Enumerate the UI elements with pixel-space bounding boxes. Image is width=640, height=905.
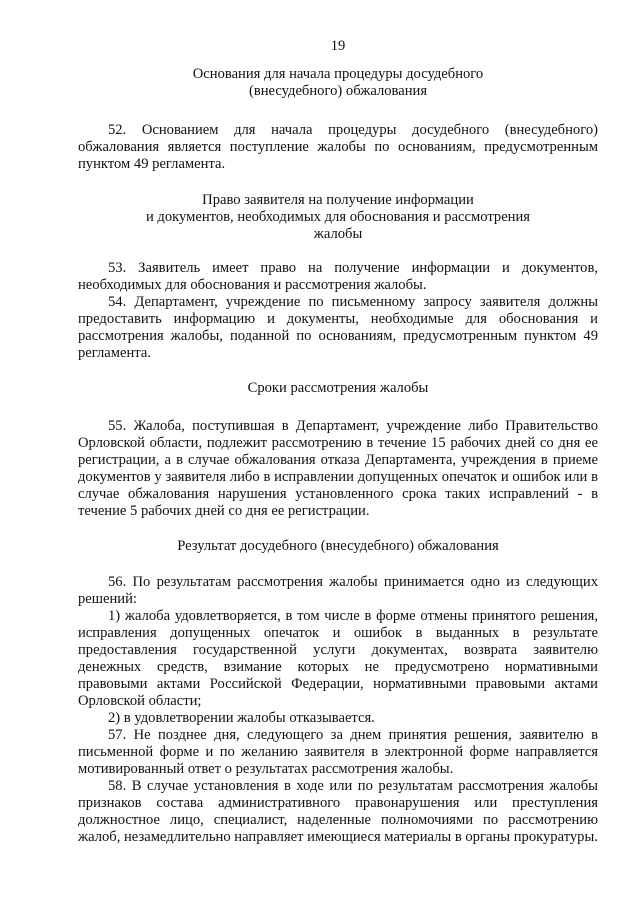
paragraph-56-item-1: 1) жалоба удовлетворяется, в том числе в форме отмены принятого решения, исправления допущенных опечаток и ошибок в выданных в результате предоставления государственной услуги документах, возврата заявителю денежных средств, взимание которых не предусмотрено нормативными правовыми актами Российской Федерации, нормативными правовыми актами Орловской области;	[78, 608, 598, 709]
paragraph-58: 58. В случае установления в ходе или по результатам рассмотрения жалобы признаков состава административного правонарушения или преступления должностное лицо, специалист, наделенные полномочиями по рассмотрению жалоб, незамедлительно направляет имеющиеся материалы в органы прокуратуры.	[78, 778, 598, 845]
paragraph-54: 54. Департамент, учреждение по письменному запросу заявителя должны предоставить информацию и документы, необходимые для обоснования и рассмотрения жалобы, поданной по основаниям, предусмотренным пунктом 49 регламента.	[78, 294, 598, 361]
section-title-result: Результат досудебного (внесудебного) обжалования	[177, 538, 499, 554]
paragraph-56-item-2: 2) в удовлетворении жалобы отказывается.	[108, 710, 375, 726]
paragraph-53: 53. Заявитель имеет право на получение информации и документов, необходимых для обоснования и рассмотрения жалобы.	[78, 260, 598, 293]
paragraph-55: 55. Жалоба, поступившая в Департамент, учреждение либо Правительство Орловской области, подлежит рассмотрению в течение 15 рабочих дней со дня ее регистрации, а в случае обжалования отказа Департамента, учреждения в приеме документов у заявителя либо в исправлении допущенных опечаток и ошибок или в случае обжалования нарушения установленного срока таких исправлений - в течение 5 рабочих дней со дня ее регистрации.	[78, 418, 598, 519]
paragraph-57: 57. Не позднее дня, следующего за днем принятия решения, заявителю в письменной форме и по желанию заявителя в электронной форме направляется мотивированный ответ о результатах рассмотрения жалобы.	[78, 727, 598, 777]
document-page	[78, 0, 598, 905]
section-title-grounds: Основания для начала процедуры досудебного (внесудебного) обжалования	[192, 66, 484, 99]
page-number: 19	[330, 38, 346, 54]
section-title-terms: Сроки рассмотрения жалобы	[247, 380, 429, 396]
paragraph-56: 56. По результатам рассмотрения жалобы принимается одно из следующих решений:	[78, 574, 598, 607]
paragraphs-56-58	[78, 574, 598, 846]
paragraph-52: 52. Основанием для начала процедуры досудебного (внесудебного) обжалования является поступление жалобы по основаниям, предусмотренным пунктом 49 регламента.	[78, 122, 598, 172]
section-title-right-to-info: Право заявителя на получение информации и документов, необходимых для обоснования и рассмотрения жалобы	[145, 192, 531, 242]
